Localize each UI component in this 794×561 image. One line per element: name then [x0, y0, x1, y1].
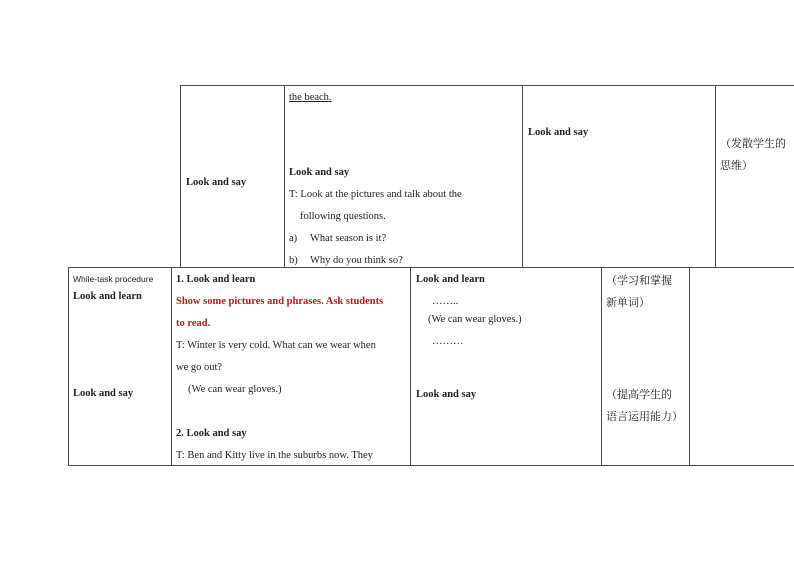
top-col4-purpose-line1: （发散学生的 — [720, 137, 786, 150]
procedure-teacher-line3: T: Ben and Kitty live in the suburbs now. They — [176, 450, 373, 461]
purpose-1-line2: 新单词） — [606, 296, 650, 309]
bottom-table-border-top — [68, 267, 794, 268]
top-col2-question-a: What season is it? — [310, 233, 387, 244]
bottom-table-divider-2 — [410, 267, 411, 466]
top-col2-instruction-line2: following questions. — [300, 211, 386, 222]
purpose-2-line2: 语言运用能力） — [606, 410, 683, 423]
student-heading-1: Look and learn — [416, 274, 485, 285]
procedure-red-line1: Show some pictures and phrases. Ask students — [176, 296, 384, 307]
purpose-1-line1: （学习和掌握 — [606, 274, 672, 287]
top-col2-question-b-marker: b) — [289, 255, 298, 266]
stage-label: While-task procedure — [73, 274, 154, 284]
top-col1-label: Look and say — [186, 177, 247, 188]
procedure-heading-2: 2. Look and say — [176, 428, 247, 439]
student-heading-2: Look and say — [416, 389, 477, 400]
bottom-table-divider-1 — [171, 267, 172, 466]
stage-item-look-and-learn: Look and learn — [73, 291, 142, 302]
bottom-table-border-bottom — [68, 465, 794, 466]
top-col2-heading: Look and say — [289, 167, 350, 178]
top-table-divider-2 — [522, 85, 523, 267]
procedure-answer: (We can wear gloves.) — [188, 384, 282, 395]
procedure-heading-1: 1. Look and learn — [176, 274, 256, 285]
top-col2-question-a-marker: a) — [289, 233, 298, 244]
top-table-border-top — [180, 85, 794, 86]
student-dots-2: ……… — [432, 336, 464, 347]
bottom-table-border-left — [68, 267, 69, 466]
top-col4-purpose-line2: 思维） — [720, 159, 753, 172]
top-col2-instruction-line1: T: Look at the pictures and talk about the — [289, 189, 462, 200]
procedure-teacher-line2: we go out? — [176, 362, 223, 373]
top-col2-beach: the beach. — [289, 92, 332, 103]
procedure-teacher-line1: T: Winter is very cold. What can we wear when — [176, 340, 376, 351]
student-dots-1: …….. — [432, 296, 459, 307]
top-table-divider-3 — [715, 85, 716, 267]
top-table-divider-1 — [284, 85, 285, 267]
bottom-table-divider-3 — [601, 267, 602, 466]
bottom-table-divider-4 — [689, 267, 690, 466]
top-col2-question-b: Why do you think so? — [310, 255, 403, 266]
stage-item-look-and-say: Look and say — [73, 388, 134, 399]
top-table-border-left — [180, 85, 181, 267]
student-answer: (We can wear gloves.) — [428, 314, 522, 325]
purpose-2-line1: （提高学生的 — [606, 388, 672, 401]
top-col3-label: Look and say — [528, 127, 589, 138]
procedure-red-line2: to read. — [176, 318, 211, 329]
